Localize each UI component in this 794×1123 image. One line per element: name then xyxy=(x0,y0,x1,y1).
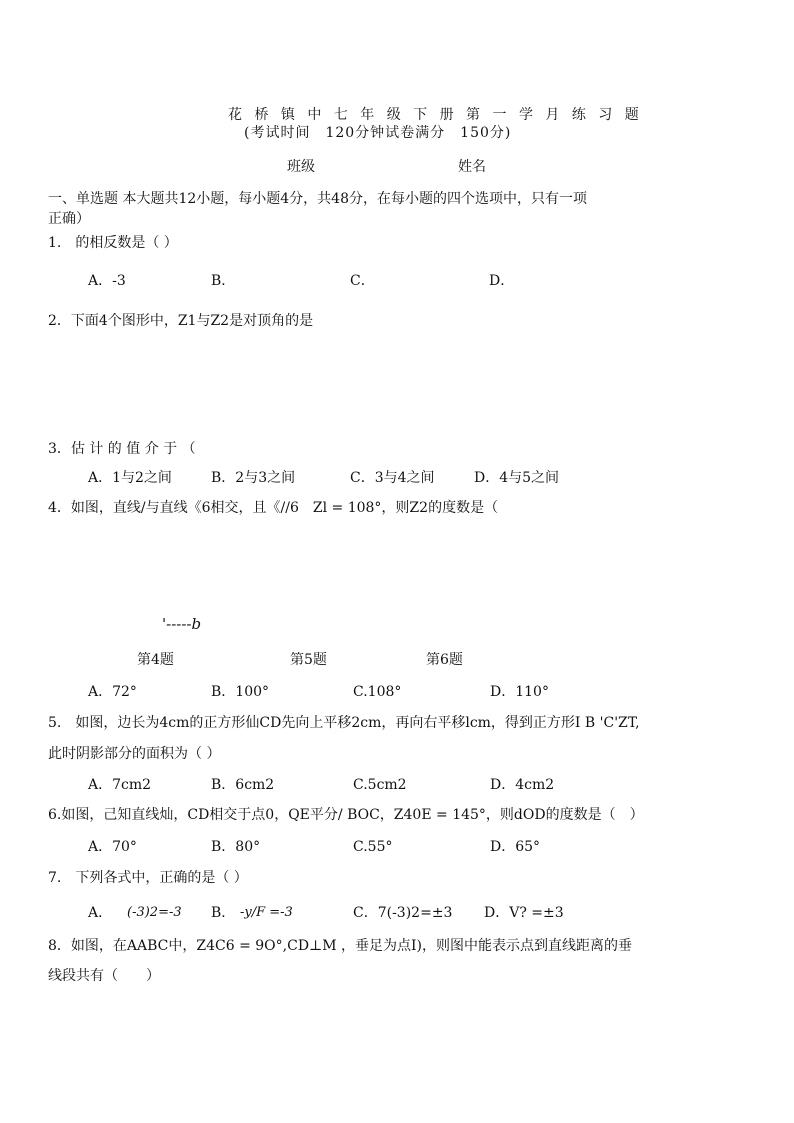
q3-option-c: C．3与4之间 xyxy=(350,470,435,486)
q8-stem-cont: 线段共有（ ） xyxy=(48,968,160,984)
q5-option-a: A．7cm2 xyxy=(88,777,152,793)
name-label: 姓名 xyxy=(458,159,486,175)
q5-option-d: D．4cm2 xyxy=(490,777,555,793)
q3-option-b: B．2与3之间 xyxy=(211,470,296,486)
q7-option-a-expr: (-3)2=-3 xyxy=(127,905,182,920)
q6-option-c: C.55° xyxy=(353,839,393,855)
paper-title: 花 桥 镇 中 七 年 级 下 册 第 一 学 月 练 习 题 xyxy=(228,107,643,123)
figure-caption-5: 第5题 xyxy=(290,652,327,668)
q4-stem: 4．如图，直线/与直线《6相交，且《//6 Zl = 108°，则Z2的度数是（ xyxy=(48,500,499,516)
class-label: 班级 xyxy=(287,159,315,175)
q5-stem-cont: 此时阴影部分的面积为（ ） xyxy=(48,746,221,762)
q1-option-d: D． xyxy=(489,273,515,289)
figure-caption-6: 第6题 xyxy=(426,652,463,668)
q7-option-a-label: A． xyxy=(88,905,113,921)
q6-stem: 6.如图，己知直线灿，CD相交于点0，QE平分/ BOC，Z40E = 145°，则dOD的度数是（ ） xyxy=(48,807,644,823)
q2-stem: 2．下面4个图形中，Z1与Z2是对顶角的是 xyxy=(48,313,314,329)
q1-option-a: A．-3 xyxy=(88,273,126,289)
q4-option-b: B．100° xyxy=(211,684,270,700)
q6-option-b: B．80° xyxy=(211,839,261,855)
section-instruction: 一、单选题 本大题共12小题，每小题4分，共48分，在每小题的四个选项中，只有一项 xyxy=(48,191,587,207)
q4-option-a: A．72° xyxy=(88,684,137,700)
q1-stem: 1. 的相反数是（ ） xyxy=(48,235,178,251)
q4-figure-line-label: '-----b xyxy=(162,615,202,633)
q7-option-b-expr: -y/F =-3 xyxy=(240,905,293,920)
exam-info: (考试时间 120分钟试卷满分 150分) xyxy=(244,125,512,141)
q7-option-d: D．V? =±3 xyxy=(484,905,564,921)
q5-stem: 5. 如图，边长为4cm的正方形仙CD先向上平移2cm，再向右平移lcm，得到正方形I B 'C'ZT, xyxy=(48,715,640,731)
q3-stem: 3．估 计 的 值 介 于 （ xyxy=(48,441,196,457)
q5-option-b: B．6cm2 xyxy=(211,777,275,793)
q4-option-c: C.108° xyxy=(353,684,402,700)
q1-option-b: B． xyxy=(211,273,236,289)
q4-option-d: D．110° xyxy=(490,684,549,700)
q8-stem: 8．如图，在AABC中，Z4C6 = 9O°,CD⊥M ，垂足为点I)，则图中能表示点到直线距离的垂 xyxy=(48,938,632,954)
q7-stem: 7. 下列各式中，正确的是（ ） xyxy=(48,870,248,886)
q7-option-b-label: B． xyxy=(211,905,236,921)
q7-option-c: C．7(-3)2=±3 xyxy=(353,905,453,921)
q5-option-c: C.5cm2 xyxy=(353,777,407,793)
q6-option-d: D．65° xyxy=(490,839,541,855)
section-instruction-cont: 正确） xyxy=(48,211,90,227)
q3-option-a: A．1与2之间 xyxy=(88,470,172,486)
figure-caption-4: 第4题 xyxy=(137,652,174,668)
q3-option-d: D．4与5之间 xyxy=(474,470,560,486)
q1-option-c: C． xyxy=(350,273,375,289)
q6-option-a: A．70° xyxy=(88,839,137,855)
